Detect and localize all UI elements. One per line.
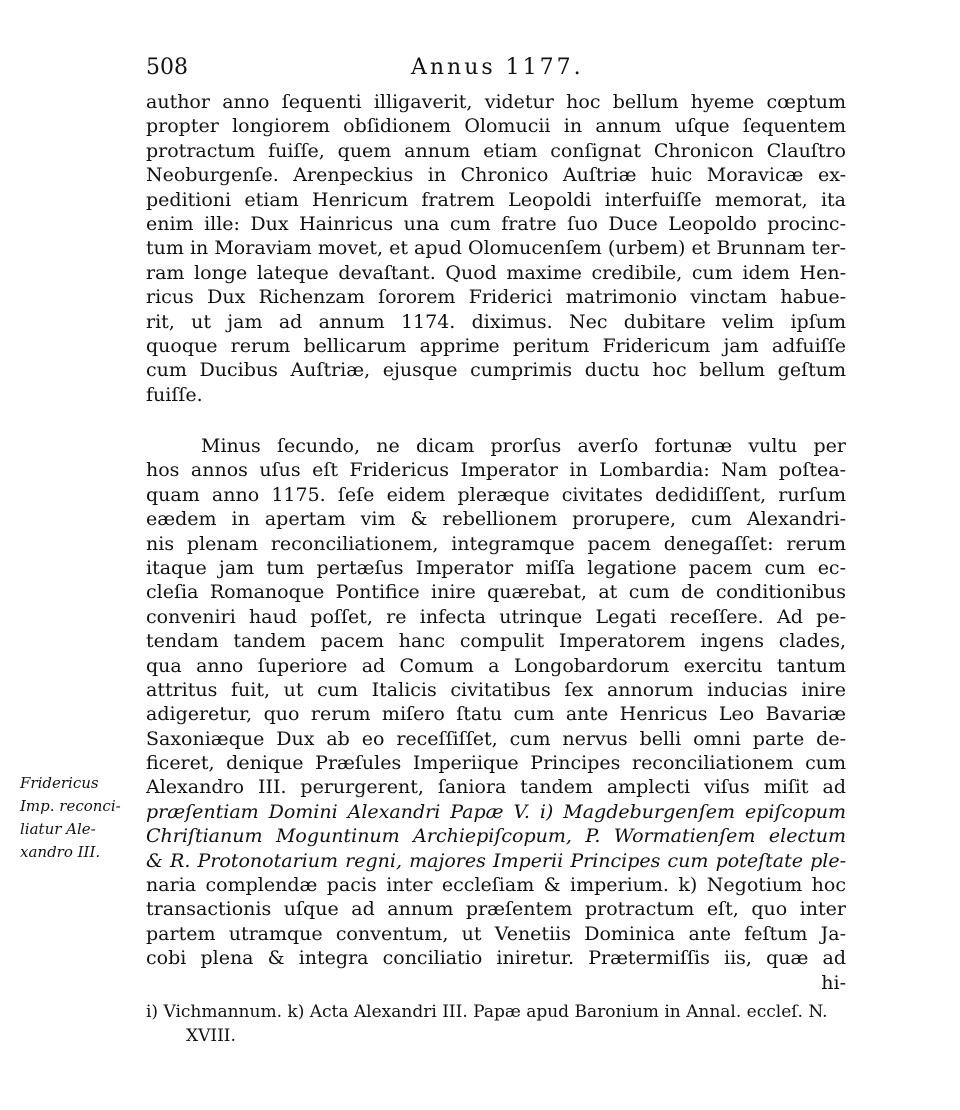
text-line: itaque jam tum pertæſus Imperator miſſa legatione pacem cum ec- [146,556,846,579]
text-line: ficeret, denique Præſules Imperiique Principes reconciliationem cum [146,752,846,775]
text-line: cum Ducibus Auſtriæ, ejusque cumprimis ductu hoc bellum geſtum [146,359,846,382]
text-line: hos annos uſus eſt Fridericus Imperator in Lombardia: Nam poſtea- [146,459,846,482]
text-line: naria complendæ pacis inter eccleſiam & imperium. k) Negotium hoc [146,874,846,897]
text-line: & R. Protonotarium regni, majores Imperii Principes cum poteſtate ple- [146,849,846,872]
footnotes [146,1000,846,1048]
paragraph-2 [146,434,846,995]
text-line: cobi plena & integra conciliatio iniretur. Prætermiſſis iis, quæ ad [146,947,846,970]
catchword: hi- [821,971,846,994]
text-line: Neoburgenſe. Arenpeckius in Chronico Auſtriæ huic Moravicæ ex- [146,164,846,187]
margin-note-line: Fridericus [20,774,99,792]
page-number: 508 [146,55,188,80]
margin-note-line: xandro III. [20,843,101,861]
text-line: qua anno ſuperiore ad Comum a Longobardorum exercitu tantum [146,654,846,677]
text-line: Minus ſecundo, ne dicam prorſus averſo fortunæ vultu per [201,435,846,457]
text-line: eædem in apertam vim & rebellionem prorupere, cum Alexandri- [146,508,846,531]
text-line: tum in Moraviam movet, et apud Olomucenſem (urbem) et Brunnam ter- [146,237,846,260]
margin-note [20,772,144,864]
text-line: quam anno 1175. ſeſe eidem pleræque civitates dedidiſſent, rurſum [146,483,846,506]
text-line: protractum fuiſſe, quem annum etiam conſignat Chronicon Clauſtro [146,139,846,162]
text-line: cleſia Romanoque Pontifice inire quærebat, at cum de conditionibus [146,581,846,604]
text-line: peditioni etiam Henricum fratrem Leopoldi interfuiſſe memorat, ita [146,188,846,211]
text-line: adigeretur, quo rerum miſero ſtatu cum ante Henricus Leo Bavariæ [146,703,846,726]
margin-note-line: liatur Ale- [20,820,96,838]
running-head: Annus 1177. [411,55,584,80]
text-line: attritus fuit, ut cum Italicis civitatibus ſex annorum inducias inire [146,678,846,701]
text-line: propter longiorem obſidionem Olomucii in annum uſque ſequentem [146,115,846,138]
page-header [146,52,846,84]
text-line: Chriſtianum Moguntinum Archiepiſcopum, P. Wormatienſem electum [146,825,846,848]
paragraph-1 [146,90,846,407]
footnote-line: i) Vichmannum. k) Acta Alexandri III. Papæ apud Baronium in Annal. eccleſ. N. [146,1002,828,1022]
text-line: author anno ſequenti illigaverit, videtur hoc bellum hyeme cœptum [146,91,846,113]
text-line: ricus Dux Richenzam ſororem Friderici matrimonio vinctam habue- [146,286,846,309]
text-line: nis plenam reconciliationem, integramque pacem denegaſſet: rerum [146,532,846,555]
margin-note-line: Imp. reconci- [20,797,121,815]
text-line: ram longe lateque devaſtant. Quod maxime credibile, cum idem Hen- [146,261,846,284]
text-line: tendam tandem pacem hanc compulit Imperatorem ingens clades, [146,630,846,653]
text-line: præſentiam Domini Alexandri Papæ V. i) Magdeburgenſem epiſcopum [146,800,846,823]
footnote-line: XVIII. [186,1026,236,1046]
text-line: Saxoniæque Dux ab eo receſſiſſet, cum nervus belli omni parte de- [146,727,846,750]
text-line: partem utramque conventum, ut Venetiis Dominica ante feſtum Ja- [146,922,846,945]
text-line: quoque rerum bellicarum apprime peritum Fridericum jam adfuiſſe [146,334,846,357]
text-line: transactionis uſque ad annum præſentem protractum eſt, quo inter [146,898,846,921]
text-line: conveniri haud poſſet, re infecta utrinque Legati receſſere. Ad pe- [146,605,846,628]
text-line: fuiſſe. [146,383,203,406]
text-line: enim ille: Dux Hainricus una cum fratre ſuo Duce Leopoldo procinc- [146,212,846,235]
text-line: rit, ut jam ad annum 1174. diximus. Nec dubitare velim ipſum [146,310,846,333]
text-line: Alexandro III. perurgerent, ſaniora tandem amplecti viſus miſit ad [146,776,846,799]
